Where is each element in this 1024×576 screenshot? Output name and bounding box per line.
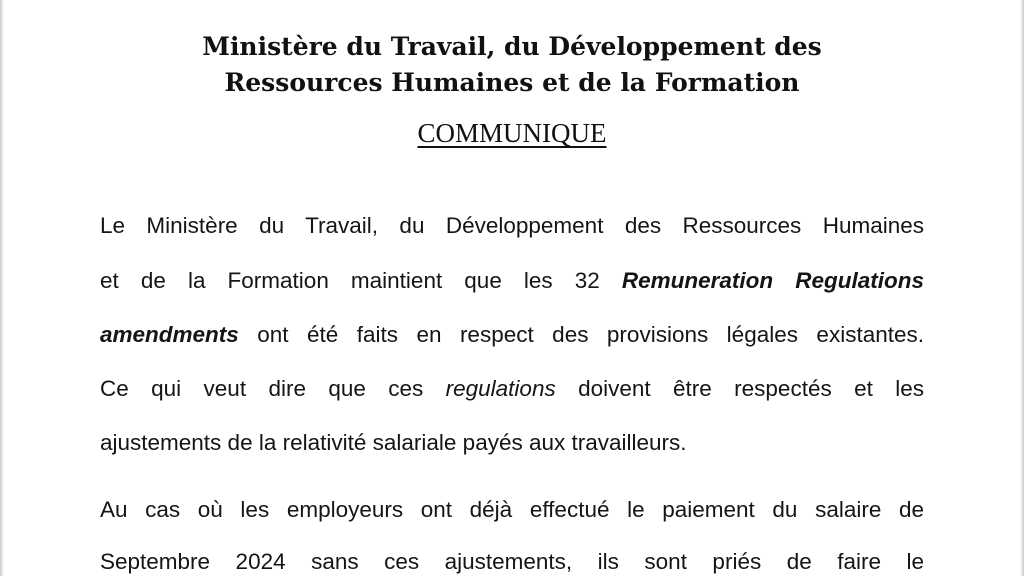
paragraph-2-line-2: Septembre 2024 sans ces ajustements, ils sont priés de faire le	[100, 549, 924, 574]
communique-heading: COMMUNIQUE	[417, 118, 607, 148]
text-run: Ce qui veut dire que ces	[100, 376, 446, 401]
paragraph-2-line-1: Au cas où les employeurs ont déjà effectué le paiement du salaire de	[100, 497, 924, 522]
document-heading	[0, 118, 1024, 149]
bold-italic-term: Remuneration Regulations	[621, 268, 924, 293]
ministry-title-line-2: Ressources Humaines et de la Formation	[224, 68, 800, 97]
paragraph-1-line-2	[100, 268, 924, 294]
text-run: et de la Formation maintient que les 32	[100, 268, 622, 293]
ministry-title-line-1: Ministère du Travail, du Développement des	[202, 32, 822, 61]
italic-term: regulations	[445, 376, 556, 401]
paragraph-1-line-3	[100, 322, 924, 348]
text-run: ont été faits en respect des provisions légales existantes.	[238, 322, 924, 347]
paragraph-1-line-4	[100, 376, 924, 402]
bold-italic-term: amendments	[100, 322, 239, 347]
paragraph-1-line-1: Le Ministère du Travail, du Développement des Ressources Humaines	[100, 213, 924, 238]
text-run: doivent être respectés et les	[555, 376, 924, 401]
paragraph-1-line-5: ajustements de la relativité salariale payés aux travailleurs.	[100, 430, 687, 455]
